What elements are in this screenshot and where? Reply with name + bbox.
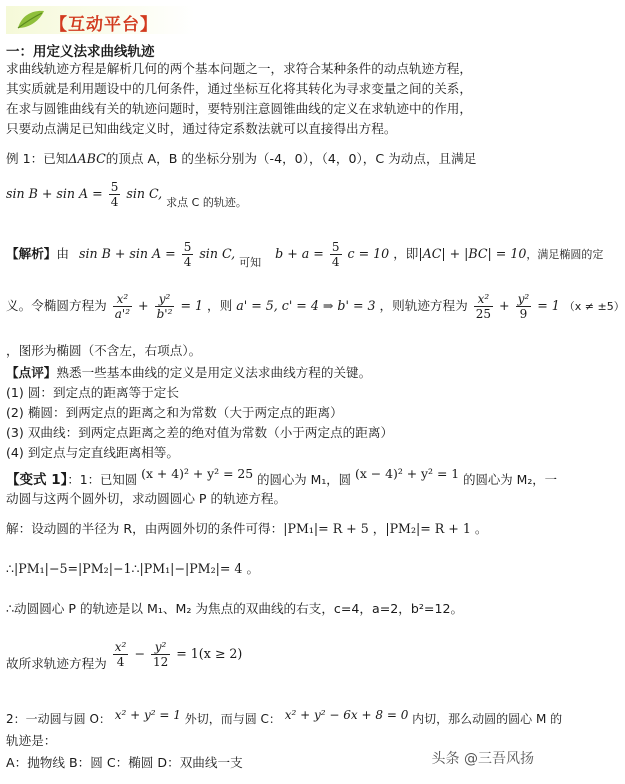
- solution-line-1: 解：设动圆的半径为 R，由两圆外切的条件可得：|PM₁|= R + 5 ，|PM₂|= R + 1 。: [6, 521, 488, 536]
- comment-item: (3) 双曲线：到两定点距离之差的绝对值为常数（小于两定点的距离）: [6, 425, 394, 440]
- paragraph-line: 其实质就是利用题设中的几何条件，通过坐标互化将其转化为寻求变量之间的关系，: [6, 81, 472, 96]
- watermark: 头条 @三吾风扬: [426, 746, 540, 770]
- comment-item: (1) 圆：到定点的距离等于定长: [6, 385, 179, 400]
- comment-item: (2) 椭圆：到两定点的距离之和为常数（大于两定点的距离）: [6, 405, 343, 420]
- example-1-line-1: 例 1：已知ΔABC的顶点 A，B 的坐标分别为（-4，0），（4，0），C 为动点，且满足: [6, 151, 477, 166]
- solution-line-4: 故所求轨迹方程为 $\frac{\text{x²}}{4}$ − $\frac{\text{y²}}{12}$ = 1(x ≥ 2): [6, 640, 243, 671]
- question-2-line-2: 轨迹是：: [6, 733, 57, 748]
- analysis-line-1: 【解析】由 sin B + sin A = $\frac{5}{4}$ sin C, 可知 b + a = $\frac{5}{4}$ c = 10 ，即|AC| + |BC| = 10，满足椭圆的定: [6, 240, 604, 269]
- paragraph-line: 求曲线轨迹方程是解析几何的两个基本问题之一，求符合某种条件的动点轨迹方程，: [6, 61, 472, 76]
- solution-line-3: ∴动圆圆心 P 的轨迹是以 M₁、M₂ 为焦点的双曲线的右支，c=4，a=2，b²=12。: [6, 601, 464, 616]
- variant-line-1: 【变式 1】：1：已知圆 (x + 4)² + y² = 25 的圆心为 M₁，圆 (x − 4)² + y² = 1 的圆心为 M₂，一: [6, 466, 558, 488]
- example-1-line-2: sin B + sin A = $\frac{5}{4}$ sin C, 求点 C 的轨迹。: [6, 180, 247, 209]
- paragraph-line: 只要动点满足已知曲线定义时，通过待定系数法就可以直接得出方程。: [6, 121, 397, 136]
- comment-line: 【点评】熟悉一些基本曲线的定义是用定义法求曲线方程的关键。: [6, 365, 372, 380]
- leaf-icon: [16, 8, 46, 32]
- section-banner: [6, 6, 216, 34]
- section-heading: 一：用定义法求曲线轨迹: [6, 44, 155, 60]
- question-2-options: A：抛物线 B：圆 C：椭圆 D：双曲线一支: [6, 755, 243, 770]
- paragraph-line: 在求与圆锥曲线有关的轨迹问题时，要特别注意圆锥曲线的定义在求轨迹中的作用，: [6, 101, 472, 116]
- analysis-line-3: ，图形为椭圆（不含左，右项点）。: [6, 343, 202, 358]
- variant-line-2: 动圆与这两个圆外切，求动圆圆心 P 的轨迹方程。: [6, 491, 287, 506]
- fraction: $\frac{5}{4}$: [110, 180, 119, 209]
- banner-title: 【互动平台】: [50, 15, 158, 35]
- question-2-line-1: 2：一动圆与圆 O： x² + y² = 1 外切，而与圆 C： x² + y² − 6x + 8 = 0 内切，那么动圆的圆心 M 的: [6, 708, 563, 726]
- analysis-line-2: 义。令椭圆方程为 $\frac{\text{x²}}{\text{a'²}}$ + $\frac{\text{y²}}{\text{b'²}}$ = 1 ，则 a' = 5, c' = 4 ⇒ b' = 3 ，则轨迹方程为 $\frac{\text{x²}}{25}$ + $\frac{\text{y²}}{9}$ = 1 （x ≠ ±5）: [6, 292, 625, 321]
- comment-item: (4) 到定点与定直线距离相等。: [6, 445, 179, 460]
- solution-line-2: ∴|PM₁|−5=|PM₂|−1∴|PM₁|−|PM₂|= 4 。: [6, 561, 260, 576]
